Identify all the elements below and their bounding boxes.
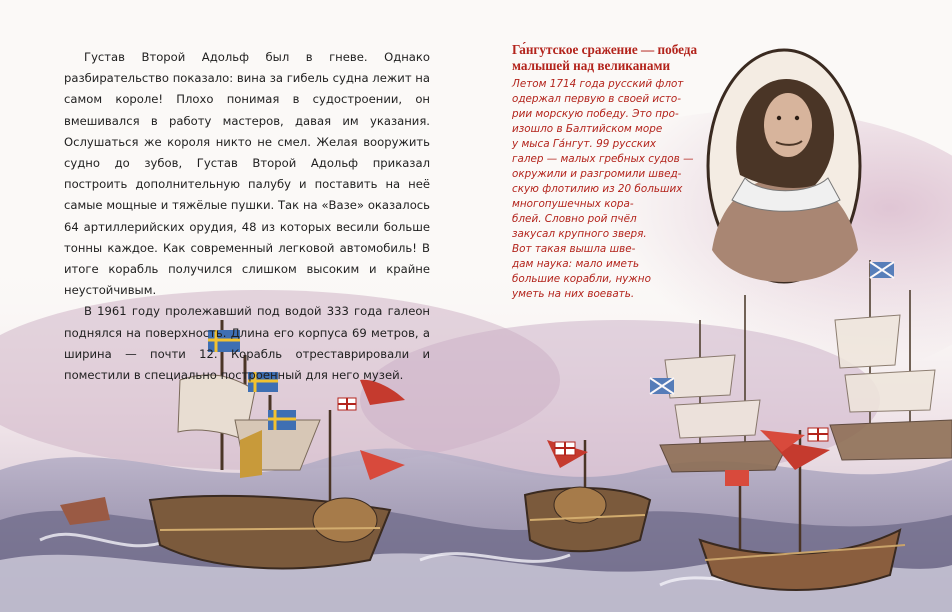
sidebar-line: у мыса Га́нгут. 99 русских bbox=[512, 138, 656, 150]
sidebar-line: галер — малых гребных судов — bbox=[512, 153, 694, 165]
sidebar-box bbox=[512, 42, 700, 302]
sidebar-title: Га́нгутское сражение — победа малышей над великанами bbox=[512, 42, 698, 73]
paragraph-1: Густав Второй Адольф был в гневе. Однако разбирательство показало: вина за гибель судна лежит на самом короле! Плохо понимая в судостроении, он вмешивался в работу мастеров, давая им указания. Ослушаться же короля никто не смел. Желая вооружить судно до зубов, Густав Второй Адольф приказал построить дополнительную палубу и поставить на неё самые мощные и тяжёлые пушки. Так на «Вазе» оказалось 64 артиллерийских орудия, 48 из которых весили больше тонны каждое. Как современный легковой автомобиль! В итоге корабль получился слишком высоким и крайне неустойчивым. bbox=[64, 50, 430, 298]
sidebar-line: скую флотилию из 20 больших bbox=[512, 183, 683, 195]
sidebar-line: рии морскую победу. Это про- bbox=[512, 108, 679, 120]
sidebar-line: окружили и разгромили швед- bbox=[512, 168, 682, 180]
sidebar-line: дам наука: мало иметь bbox=[512, 258, 640, 270]
peter-the-great-portrait bbox=[708, 50, 860, 282]
sidebar-line: Вот такая вышла шве- bbox=[512, 243, 636, 255]
paragraph-2: В 1961 году пролежавший под водой 333 года галеон поднялся на поверхность. Длина его корпуса 69 метров, а ширина — почти 12. Корабль отреставрировали и поместили в специально построенный для него музей. bbox=[64, 304, 430, 383]
sidebar-line: многопушечных кора- bbox=[512, 198, 634, 210]
sidebar-line: Летом 1714 года русский флот bbox=[512, 78, 684, 90]
main-text bbox=[64, 47, 430, 386]
sidebar-line: изошло в Балтийском море bbox=[512, 123, 663, 135]
galley-center bbox=[525, 440, 650, 551]
sidebar-line: большие корабли, нужно bbox=[512, 273, 651, 285]
sidebar-line: блей. Словно рой пчёл bbox=[512, 213, 637, 225]
sidebar-line: одержал первую в своей исто- bbox=[512, 93, 681, 105]
sidebar-text bbox=[512, 77, 700, 302]
sidebar-line: закусал крупного зверя. bbox=[512, 228, 647, 240]
sidebar-line: уметь на них воевать. bbox=[512, 288, 635, 300]
